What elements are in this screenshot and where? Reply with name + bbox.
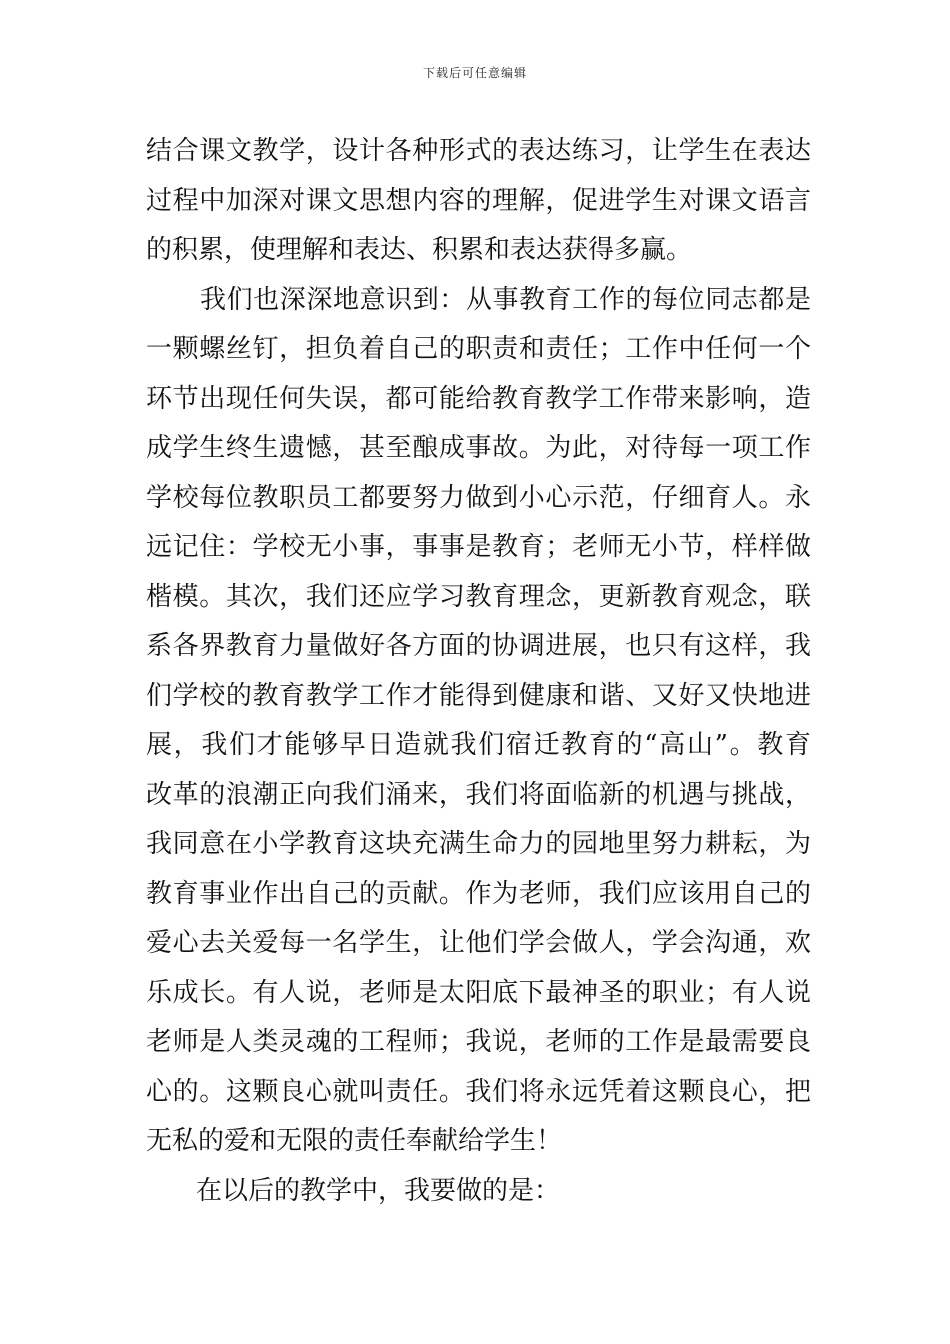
paragraph-line: 爱心去关爱每一名学生，让他们学会做人，学会沟通，欢 — [146, 928, 811, 958]
paragraph-line: 在以后的教学中，我要做的是： — [196, 1175, 561, 1206]
paragraph-line: 无私的爱和无限的责任奉献给学生！ — [146, 1126, 563, 1156]
paragraph-line: 改革的浪潮正向我们涌来，我们将面临新的机遇与挑战， — [146, 779, 811, 810]
paragraph-line: 成学生终生遗憾，甚至酿成事故。为此，对待每一项工作 — [146, 433, 811, 463]
paragraph-line: 结合课文教学，设计各种形式的表达练习，让学生在表达 — [146, 136, 811, 166]
paragraph-line: 系各界教育力量做好各方面的协调进展，也只有这样，我 — [146, 631, 811, 661]
paragraph-line: 们学校的教育教学工作才能得到健康和谐、又好又快地进 — [146, 680, 811, 711]
paragraph-line: 楷模。其次，我们还应学习教育理念，更新教育观念，联 — [146, 581, 811, 612]
paragraph-line: 心的。这颗良心就叫责任。我们将永远凭着这颗良心，把 — [146, 1076, 811, 1107]
paragraph-line: 我同意在小学教育这块充满生命力的园地里努力耕耘，为 — [146, 829, 811, 859]
page-header: 下载后可任意编辑 — [422, 66, 527, 80]
paragraph-line: 我们也深深地意识到：从事教育工作的每位同志都是 — [200, 284, 811, 315]
paragraph-line: 老师是人类灵魂的工程师；我说，老师的工作是最需要良 — [146, 1027, 811, 1057]
paragraph-line: 教育事业作出自己的贡献。作为老师，我们应该用自己的 — [146, 878, 811, 909]
paragraph-line: 过程中加深对课文思想内容的理解，促进学生对课文语言 — [146, 185, 811, 216]
paragraph-line: 远记住：学校无小事，事事是教育；老师无小节，样样做 — [146, 532, 811, 562]
paragraph-line: 一颗螺丝钉，担负着自己的职责和责任；工作中任何一个 — [146, 334, 811, 364]
document-body — [146, 127, 811, 1216]
paragraph-line: 的积累，使理解和表达、积累和表达获得多赢。 — [146, 235, 693, 265]
paragraph-line: 环节出现任何失误，都可能给教育教学工作带来影响，造 — [146, 383, 811, 414]
paragraph-line: 学校每位教职员工都要努力做到小心示范，仔细育人。永 — [146, 482, 811, 513]
paragraph-line: 乐成长。有人说，老师是太阳底下最神圣的职业；有人说 — [146, 977, 811, 1008]
paragraph-line: 展，我们才能够早日造就我们宿迁教育的“高山”。教育 — [146, 730, 811, 760]
